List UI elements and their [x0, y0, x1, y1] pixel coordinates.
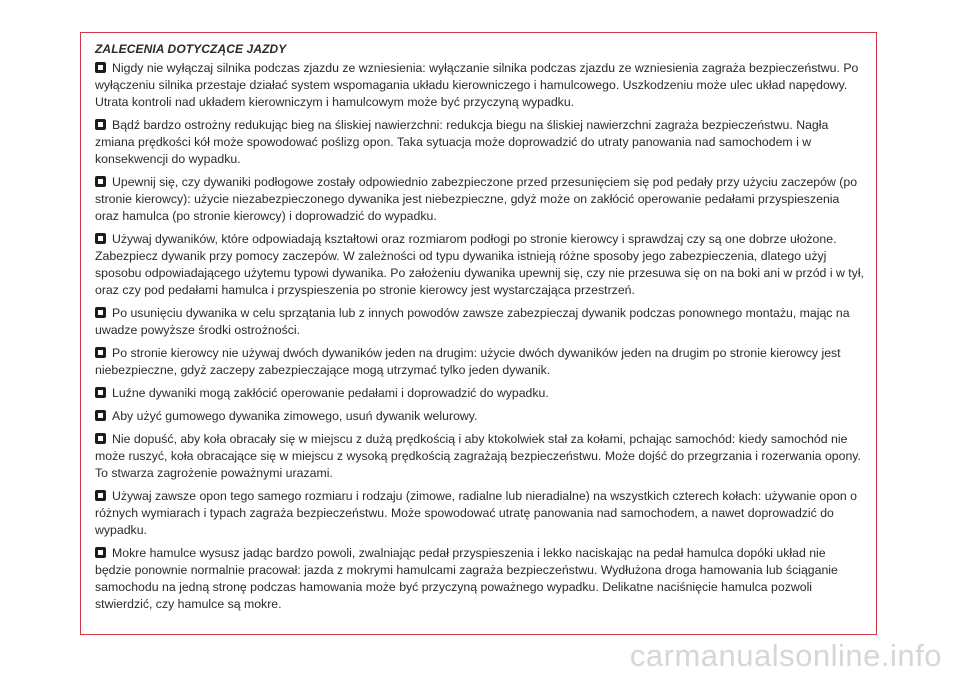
paragraph	[95, 117, 865, 168]
bullet-icon	[95, 490, 106, 501]
bullet-icon	[95, 387, 106, 398]
bullet-icon	[95, 347, 106, 358]
bullet-icon	[95, 410, 106, 421]
paragraph	[95, 408, 865, 425]
paragraph	[95, 174, 865, 225]
site-watermark: carmanualsonline.info	[629, 638, 942, 673]
paragraph-text: Nie dopuść, aby koła obracały się w miejscu z dużą prędkością i aby ktokolwiek stał za kołami, pchając samochód: kiedy samochód nie może ruszyć, koła obracające się w miejscu z wysoką prędkością zagrażają bezpieczeństwu. Może dojść do przegrzania i rozerwania opony. To stwarza zagrożenie poważnymi urazami.	[95, 432, 861, 480]
paragraph-text: Używaj dywaników, które odpowiadają kształtowi oraz rozmiarom podłogi po stronie kierowcy i sprawdzaj czy są one dobrze ułożone. Zabezpiecz dywanik przy pomocy zaczepów. W zależności od typu dywanika istnieją różne sposoby jego zabezpieczenia, dlatego użyj sposobu odpowiadającego użytemu typowi dywanika. Po założeniu dywanika upewnij się, czy nie przesuwa się on na boki ani w przód i w tył, oraz czy pod pedałami hamulca i przyspieszenia po stronie kierowcy jest wystarczająca przestrzeń.	[95, 232, 864, 297]
paragraph-list	[95, 60, 865, 613]
paragraph-text: Mokre hamulce wysusz jadąc bardzo powoli, zwalniając pedał przyspieszenia i lekko naciskając na pedał hamulca dopóki układ nie będzie ponownie normalnie pracował: jazda z mokrymi hamulcami zagraża bezpieczeństwu. Wydłużona droga hamowania lub ściąganie samochodu na jedną stronę podczas hamowania może być przyczyną poważnego wypadku. Delikatne naciśnięcie hamulca pozwoli stwierdzić, czy hamulce są mokre.	[95, 546, 838, 611]
paragraph-text: Nigdy nie wyłączaj silnika podczas zjazdu ze wzniesienia: wyłączanie silnika podczas zjazdu ze wzniesienia zagraża bezpieczeństwu. Po wyłączeniu silnika przestaje działać system wspomagania układu kierowniczego i hamulcowego. Uszkodzeniu może ulec układ napędowy. Utrata kontroli nad układem kierowniczym i hamulcowym może być przyczyną wypadku.	[95, 61, 859, 109]
bullet-icon	[95, 176, 106, 187]
paragraph	[95, 385, 865, 402]
bullet-icon	[95, 307, 106, 318]
page-content	[95, 42, 865, 613]
paragraph-text: Upewnij się, czy dywaniki podłogowe zostały odpowiednio zabezpieczone przed przesunięciem się pod pedały przy użyciu zaczepów (po stronie kierowcy): użycie niezabezpieczonego dywanika jest niebezpieczne, gdyż może on zakłócić operowanie pedałami przyspieszenia oraz hamulca (po stronie kierowcy) i doprowadzić do wypadku.	[95, 175, 858, 223]
paragraph	[95, 60, 865, 111]
paragraph	[95, 431, 865, 482]
bullet-icon	[95, 433, 106, 444]
paragraph	[95, 545, 865, 613]
paragraph-text: Aby użyć gumowego dywanika zimowego, usuń dywanik welurowy.	[112, 409, 478, 423]
section-heading: ZALECENIA DOTYCZĄCE JAZDY	[95, 42, 287, 56]
bullet-icon	[95, 547, 106, 558]
paragraph-text: Używaj zawsze opon tego samego rozmiaru i rodzaju (zimowe, radialne lub nieradialne) na wszystkich czterech kołach: używanie opon o różnych wymiarach i typach zagraża bezpieczeństwu. Może spowodować utratę panowania nad samochodem, a nawet doprowadzić do wypadku.	[95, 489, 858, 537]
bullet-icon	[95, 233, 106, 244]
paragraph-text: Bądź bardzo ostrożny redukując bieg na śliskiej nawierzchni: redukcja biegu na śliskiej nawierzchni zagraża bezpieczeństwu. Nagła zmiana prędkości kół może spowodować poślizg opon. Taka sytuacja może doprowadzić do utraty panowania nad samochodem i w konsekwencji do wypadku.	[95, 118, 829, 166]
paragraph	[95, 231, 865, 299]
paragraph	[95, 345, 865, 379]
paragraph-text: Luźne dywaniki mogą zakłócić operowanie pedałami i doprowadzić do wypadku.	[112, 386, 549, 400]
bullet-icon	[95, 62, 106, 73]
paragraph-text: Po usunięciu dywanika w celu sprzątania lub z innych powodów zawsze zabezpieczaj dywanik podczas ponownego montażu, mając na uwadze powyższe środki ostrożności.	[95, 306, 850, 337]
bullet-icon	[95, 119, 106, 130]
paragraph	[95, 305, 865, 339]
paragraph-text: Po stronie kierowcy nie używaj dwóch dywaników jeden na drugim: użycie dwóch dywaników jeden na drugim po stronie kierowcy jest niebezpieczne, gdyż zaczepy zabezpieczające mogą utrzymać tylko jeden dywanik.	[95, 346, 841, 377]
paragraph	[95, 488, 865, 539]
